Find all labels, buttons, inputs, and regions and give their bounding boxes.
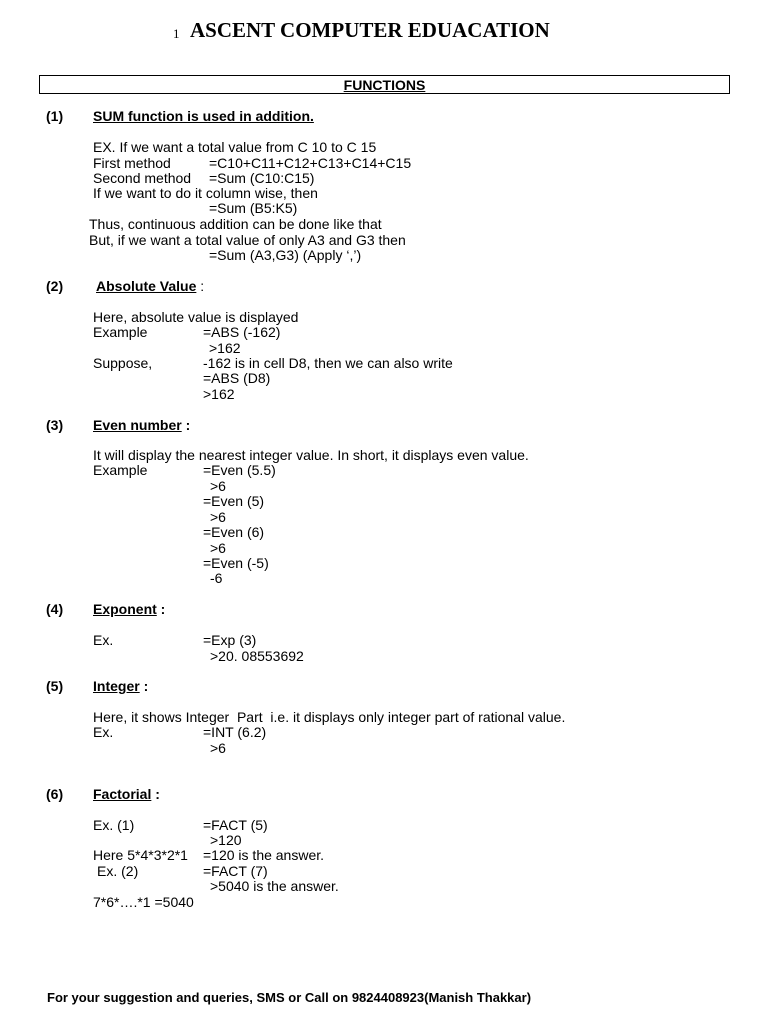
section-3-heading: Even number : bbox=[93, 417, 191, 433]
section-3-result: >6 bbox=[210, 478, 226, 494]
section-4-number: (4) bbox=[46, 601, 64, 617]
section-6-result: >5040 is the answer. bbox=[210, 878, 339, 894]
section-3-formula: =Even (5.5) bbox=[203, 462, 276, 478]
section-6-heading: Factorial : bbox=[93, 786, 160, 802]
section-4-heading: Exponent : bbox=[93, 601, 166, 617]
section-5-line: Here, it shows Integer Part i.e. it displays only integer part of rational value. bbox=[93, 709, 566, 725]
section-2-formula: =ABS (D8) bbox=[203, 370, 271, 386]
section-2-label: Suppose, bbox=[93, 355, 153, 371]
section-2-line: -162 is in cell D8, then we can also write bbox=[203, 355, 453, 371]
section-2-result: >162 bbox=[203, 386, 235, 402]
section-4-label: Ex. bbox=[93, 632, 114, 648]
page-number: 1 bbox=[173, 26, 180, 41]
section-1-formula: =Sum (C10:C15) bbox=[209, 170, 315, 186]
section-3-formula: =Even (6) bbox=[203, 524, 265, 540]
section-1-formula: =C10+C11+C12+C13+C14+C15 bbox=[209, 155, 412, 171]
section-6-label: Here 5*4*3*2*1 bbox=[93, 847, 188, 863]
section-1-label: First method bbox=[93, 155, 171, 171]
section-3-formula: =Even (5) bbox=[203, 493, 265, 509]
section-3-line: It will display the nearest integer value. In short, it displays even value. bbox=[93, 447, 529, 463]
section-6-label: Ex. (1) bbox=[93, 817, 135, 833]
section-5-number: (5) bbox=[46, 678, 64, 694]
section-5-formula: =INT (6.2) bbox=[203, 724, 267, 740]
section-6-result: >120 bbox=[210, 832, 242, 848]
section-2-label: Example bbox=[93, 324, 148, 340]
section-4-result: >20. 08553692 bbox=[210, 648, 304, 664]
section-6-line: =120 is the answer. bbox=[203, 847, 325, 863]
section-2-formula: =ABS (-162) bbox=[203, 324, 281, 340]
section-3-result: >6 bbox=[210, 540, 226, 556]
section-6-label: Ex. (2) bbox=[97, 863, 139, 879]
section-1-line: Thus, continuous addition can be done like that bbox=[89, 216, 382, 232]
section-6-number: (6) bbox=[46, 786, 64, 802]
document-title: ASCENT COMPUTER EDUACATION bbox=[190, 18, 550, 42]
section-4-formula: =Exp (3) bbox=[203, 632, 257, 648]
section-2-number: (2) bbox=[46, 278, 64, 294]
section-2-result: >162 bbox=[209, 340, 241, 356]
section-3-number: (3) bbox=[46, 417, 64, 433]
section-1-heading: SUM function is used in addition. bbox=[93, 108, 314, 124]
section-1-number: (1) bbox=[46, 108, 64, 124]
section-2-heading: Absolute Value : bbox=[96, 278, 205, 294]
section-1-formula: =Sum (A3,G3) (Apply ‘,’) bbox=[209, 247, 362, 263]
section-2-line: Here, absolute value is displayed bbox=[93, 309, 299, 325]
section-6-formula: =FACT (5) bbox=[203, 817, 268, 833]
section-3-label: Example bbox=[93, 462, 148, 478]
section-1-line: EX. If we want a total value from C 10 to C 15 bbox=[93, 139, 377, 155]
footer-note: For your suggestion and queries, SMS or Call on 9824408923(Manish Thakkar) bbox=[47, 990, 532, 1005]
section-1-line: If we want to do it column wise, then bbox=[93, 185, 318, 201]
section-6-formula: =FACT (7) bbox=[203, 863, 268, 879]
section-1-line: But, if we want a total value of only A3 and G3 then bbox=[89, 232, 406, 248]
section-6-line: 7*6*….*1 =5040 bbox=[93, 894, 194, 910]
section-title: FUNCTIONS bbox=[343, 77, 426, 93]
section-5-result: >6 bbox=[210, 740, 226, 756]
section-1-formula: =Sum (B5:K5) bbox=[209, 200, 298, 216]
section-5-label: Ex. bbox=[93, 724, 114, 740]
section-5-heading: Integer : bbox=[93, 678, 149, 694]
section-1-label: Second method bbox=[93, 170, 192, 186]
section-3-result: >6 bbox=[210, 509, 226, 525]
section-title-box bbox=[39, 75, 730, 94]
section-3-formula: =Even (-5) bbox=[203, 555, 269, 571]
section-3-result: -6 bbox=[210, 570, 223, 586]
